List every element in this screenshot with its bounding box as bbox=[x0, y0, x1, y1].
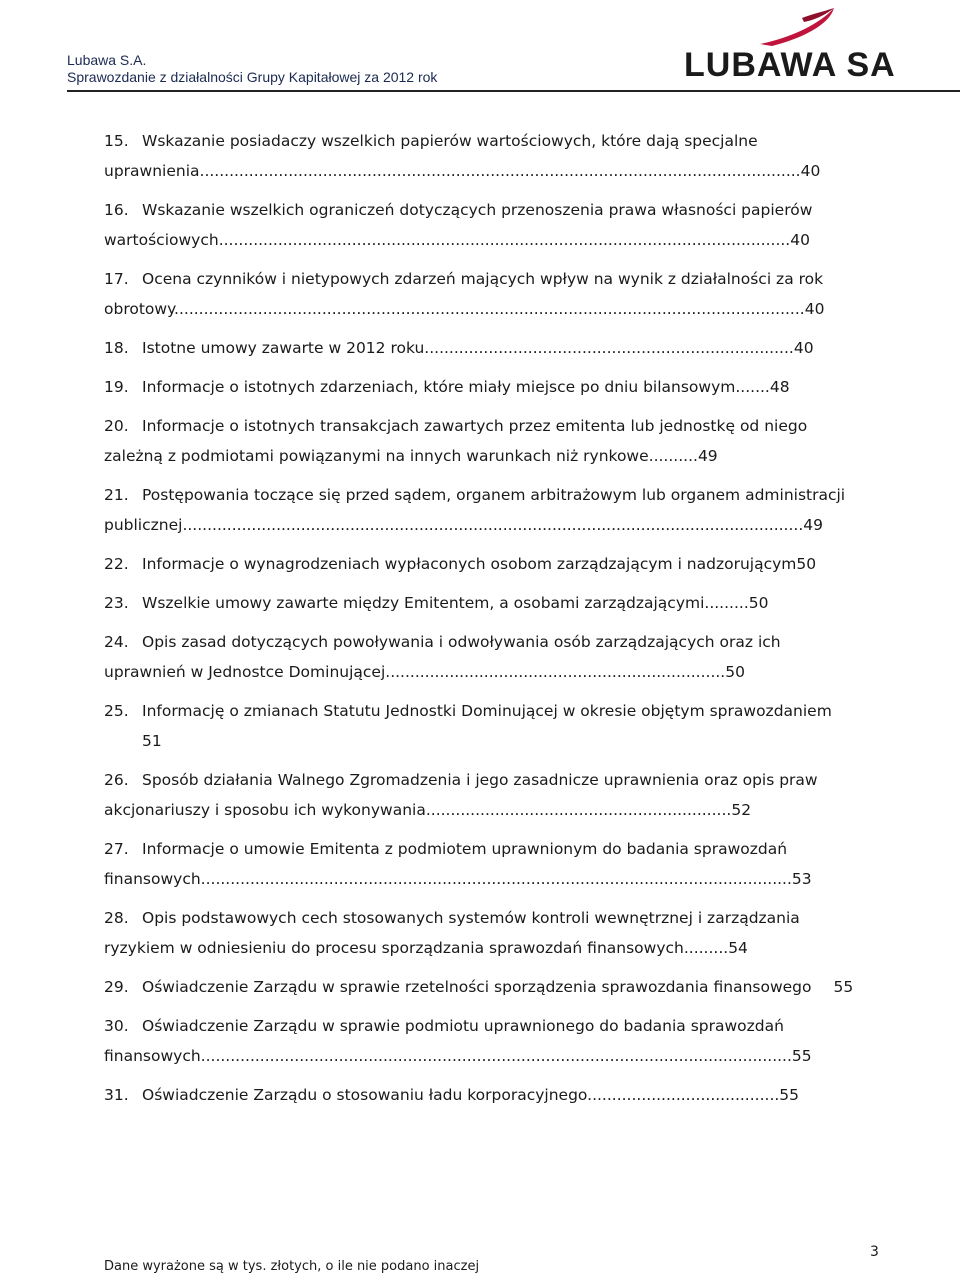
toc-title: Opis podstawowych cech stosowanych systemów kontroli wewnętrznej i zarządzania bbox=[142, 909, 800, 927]
toc-title: Oświadczenie Zarządu w sprawie podmiotu uprawnionego do badania sprawozdań bbox=[142, 1017, 784, 1035]
toc-title-cont: uprawnienia bbox=[104, 162, 200, 180]
toc-entry[interactable] bbox=[104, 765, 894, 825]
toc-page: 53 bbox=[791, 870, 812, 888]
toc-dots: ......... bbox=[683, 939, 729, 957]
toc-line bbox=[104, 411, 894, 441]
toc-page: 40 bbox=[800, 162, 821, 180]
toc-line bbox=[104, 480, 894, 510]
toc-number: 19. bbox=[104, 378, 129, 396]
toc-entry[interactable] bbox=[104, 627, 894, 687]
toc-title: Informacje o umowie Emitenta z podmiotem uprawnionym do badania sprawozdań bbox=[142, 840, 788, 858]
toc-title: Oświadczenie Zarządu w sprawie rzetelności sporządzenia sprawozdania finansowego bbox=[142, 978, 812, 996]
toc-entry[interactable] bbox=[104, 972, 894, 1002]
toc-title: Wskazanie posiadaczy wszelkich papierów wartościowych, które dają specjalne bbox=[142, 132, 758, 150]
toc-number: 26. bbox=[104, 771, 129, 789]
toc-entry[interactable] bbox=[104, 195, 894, 255]
toc-line bbox=[104, 126, 894, 156]
toc-page: 50 bbox=[748, 594, 769, 612]
toc-line bbox=[104, 510, 894, 540]
toc-title: Opis zasad dotyczących powoływania i odwoływania osób zarządzających oraz ich bbox=[142, 633, 781, 651]
toc-title: Informacje o wynagrodzeniach wypłaconych osobom zarządzającym i nadzorującym bbox=[142, 555, 797, 573]
toc-title: Informacje o istotnych transakcjach zawartych przez emitenta lub jednostkę od niego bbox=[142, 417, 808, 435]
toc-entry[interactable] bbox=[104, 411, 894, 471]
toc-dots: .......... bbox=[648, 447, 698, 465]
toc-line bbox=[104, 225, 894, 255]
toc-line bbox=[104, 1041, 894, 1071]
toc-number: 18. bbox=[104, 339, 129, 357]
toc-number: 29. bbox=[104, 978, 129, 996]
toc-title: Ocena czynników i nietypowych zdarzeń mających wpływ na wynik z działalności za rok bbox=[142, 270, 824, 288]
page-header bbox=[0, 0, 960, 92]
toc-line bbox=[104, 696, 894, 726]
toc-entry[interactable] bbox=[104, 333, 894, 363]
toc-dots: .......................................................................................................................... bbox=[199, 162, 801, 180]
footer-note: Dane wyrażone są w tys. złotych, o ile nie podano inaczej bbox=[104, 1259, 480, 1274]
report-title: Sprawozdanie z działalności Grupy Kapitałowej za 2012 rok bbox=[67, 69, 438, 85]
toc-page: 48 bbox=[769, 378, 790, 396]
toc-line bbox=[104, 834, 894, 864]
toc-page: 40 bbox=[793, 339, 814, 357]
toc-title: Informacje o istotnych zdarzeniach, które miały miejsce po dniu bilansowym bbox=[142, 378, 736, 396]
toc-number: 16. bbox=[104, 201, 129, 219]
toc-number: 24. bbox=[104, 633, 129, 651]
toc-page: 49 bbox=[697, 447, 718, 465]
toc-line bbox=[104, 903, 894, 933]
toc-title: Informację o zmianach Statutu Jednostki Dominującej w okresie objętym sprawozdaniem bbox=[142, 702, 832, 720]
toc-entry[interactable] bbox=[104, 480, 894, 540]
toc-number: 20. bbox=[104, 417, 129, 435]
toc-line bbox=[104, 441, 894, 471]
toc-entry[interactable] bbox=[104, 1011, 894, 1071]
company-logo bbox=[684, 4, 934, 84]
toc-page: 51 bbox=[142, 732, 162, 750]
toc-line bbox=[104, 264, 894, 294]
toc-title: Sposób działania Walnego Zgromadzenia i jego zasadnicze uprawnienia oraz opis praw bbox=[142, 771, 818, 789]
toc-number: 28. bbox=[104, 909, 129, 927]
toc-line bbox=[104, 588, 894, 618]
toc-entry[interactable] bbox=[104, 1080, 894, 1110]
toc-dots: ........................................................................................................................ bbox=[200, 1047, 792, 1065]
toc-number: 21. bbox=[104, 486, 129, 504]
toc-dots: ..................................................................... bbox=[385, 663, 726, 681]
toc-line bbox=[104, 195, 894, 225]
toc-number: 17. bbox=[104, 270, 129, 288]
toc-page: 50 bbox=[725, 663, 745, 681]
toc-entry[interactable] bbox=[104, 696, 894, 756]
logo-swoosh-icon bbox=[750, 4, 860, 50]
toc-line bbox=[104, 372, 894, 402]
toc-number: 15. bbox=[104, 132, 129, 150]
toc-title-cont: akcjonariuszy i sposobu ich wykonywania bbox=[104, 801, 426, 819]
toc-title: Wszelkie umowy zawarte między Emitentem, a osobami zarządzającymi bbox=[142, 594, 705, 612]
toc-number: 27. bbox=[104, 840, 129, 858]
toc-line bbox=[104, 1080, 894, 1110]
toc-title: Istotne umowy zawarte w 2012 roku bbox=[142, 339, 425, 357]
page-number: 3 bbox=[870, 1244, 879, 1260]
toc-page: 54 bbox=[728, 939, 748, 957]
toc-line bbox=[104, 1011, 894, 1041]
toc-entry[interactable] bbox=[104, 264, 894, 324]
toc-line bbox=[104, 294, 894, 324]
toc-line bbox=[104, 795, 894, 825]
header-divider bbox=[67, 90, 960, 92]
toc-line bbox=[104, 657, 894, 687]
table-of-contents bbox=[104, 126, 894, 1119]
toc-number: 25. bbox=[104, 702, 129, 720]
toc-line bbox=[104, 765, 894, 795]
toc-page: 50 bbox=[796, 555, 817, 573]
toc-number: 30. bbox=[104, 1017, 129, 1035]
toc-title-cont: zależną z podmiotami powiązanymi na innych warunkach niż rynkowe bbox=[104, 447, 649, 465]
logo-wordmark: LUBAWA SA bbox=[684, 46, 896, 84]
toc-dots: ........................................................................................................................ bbox=[200, 870, 792, 888]
toc-title-cont: ryzykiem w odniesieniu do procesu sporządzania sprawozdań finansowych bbox=[104, 939, 684, 957]
toc-entry[interactable] bbox=[104, 372, 894, 402]
toc-line bbox=[104, 156, 894, 186]
toc-line bbox=[104, 627, 894, 657]
toc-number: 23. bbox=[104, 594, 129, 612]
toc-number: 22. bbox=[104, 555, 129, 573]
toc-title: Oświadczenie Zarządu o stosowaniu ładu korporacyjnego bbox=[142, 1086, 588, 1104]
toc-page: 55 bbox=[791, 1047, 812, 1065]
toc-dots: .................................................................................................................... bbox=[218, 231, 791, 249]
toc-line bbox=[104, 549, 894, 579]
toc-line bbox=[104, 933, 894, 963]
toc-entry[interactable] bbox=[104, 549, 894, 579]
toc-title-cont: finansowych bbox=[104, 1047, 201, 1065]
toc-dots: ................................................................................................................................ bbox=[174, 300, 805, 318]
toc-page: 40 bbox=[804, 300, 825, 318]
toc-title-cont: obrotowy bbox=[104, 300, 175, 318]
toc-dots: .............................................................................................................................. bbox=[182, 516, 804, 534]
toc-page: 55 bbox=[779, 1086, 800, 1104]
toc-dots: ....... bbox=[735, 378, 770, 396]
toc-title-cont: publicznej bbox=[104, 516, 183, 534]
toc-title: Postępowania toczące się przed sądem, organem arbitrażowym lub organem administracji bbox=[142, 486, 846, 504]
toc-dots: ....................................... bbox=[587, 1086, 780, 1104]
toc-dots: .............................................................. bbox=[425, 801, 732, 819]
toc-title-cont: wartościowych bbox=[104, 231, 219, 249]
toc-line bbox=[104, 864, 894, 894]
toc-line bbox=[104, 972, 894, 1002]
toc-page: 49 bbox=[803, 516, 823, 534]
toc-entry[interactable] bbox=[104, 588, 894, 618]
toc-number: 31. bbox=[104, 1086, 129, 1104]
toc-entry[interactable] bbox=[104, 126, 894, 186]
toc-page: 52 bbox=[731, 801, 752, 819]
toc-dots: ........................................................................... bbox=[424, 339, 794, 357]
toc-dots: ......... bbox=[704, 594, 749, 612]
toc-page: 55 bbox=[833, 978, 854, 996]
toc-line bbox=[104, 333, 894, 363]
toc-title-cont: finansowych bbox=[104, 870, 201, 888]
toc-page: 40 bbox=[790, 231, 810, 249]
toc-title-cont: uprawnień w Jednostce Dominującej bbox=[104, 663, 386, 681]
toc-entry[interactable] bbox=[104, 903, 894, 963]
toc-entry[interactable] bbox=[104, 834, 894, 894]
toc-line bbox=[104, 726, 894, 756]
company-name: Lubawa S.A. bbox=[67, 52, 147, 68]
toc-title: Wskazanie wszelkich ograniczeń dotyczących przenoszenia prawa własności papierów bbox=[142, 201, 813, 219]
